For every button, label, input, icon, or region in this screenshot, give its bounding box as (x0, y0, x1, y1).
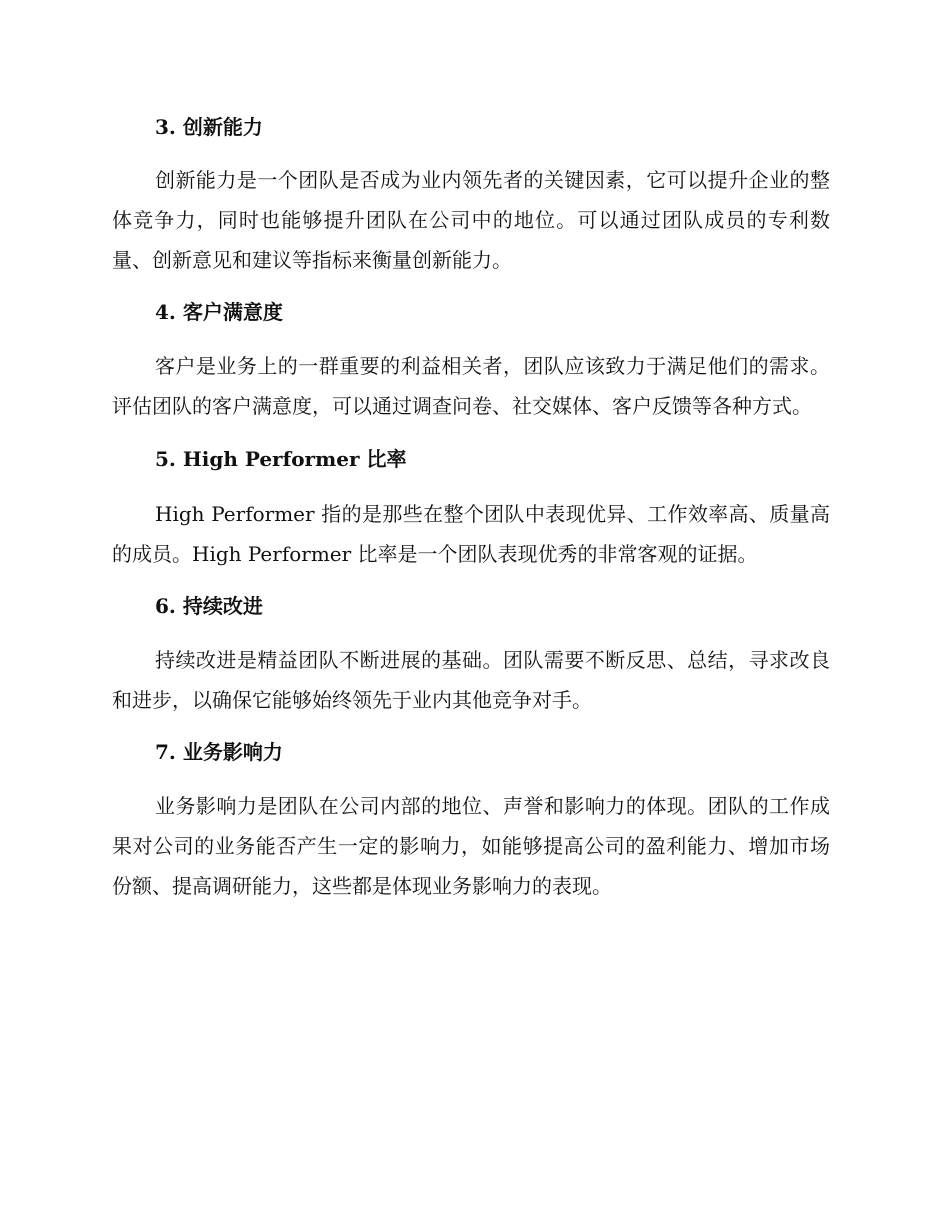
section-body-business-impact: 业务影响力是团队在公司内部的地位、声誉和影响力的体现。团队的工作成果对公司的业务能否产生一定的影响力，如能够提高公司的盈利能力、增加市场份额、提高调研能力，这些都是体现业务影响力的表现。 (112, 794, 830, 898)
section-body-high-performer-ratio: High Performer 指的是那些在整个团队中表现优异、工作效率高、质量高的成员。High Performer 比率是一个团队表现优秀的非常客观的证据。 (112, 502, 830, 566)
section-heading-customer-satisfaction: 4. 客户满意度 (155, 300, 283, 324)
section-body-continuous-improvement: 持续改进是精益团队不断进展的基础。团队需要不断反思、总结，寻求改良和进步，以确保它能够始终领先于业内其他竞争对手。 (112, 648, 830, 712)
section-body-innovation: 创新能力是一个团队是否成为业内领先者的关键因素，它可以提升企业的整体竞争力，同时也能够提升团队在公司中的地位。可以通过团队成员的专利数量、创新意见和建议等指标来衡量创新能力。 (112, 168, 830, 272)
section-heading-high-performer-ratio: 5. High Performer 比率 (155, 447, 407, 471)
document-content (112, 106, 830, 906)
section-body-customer-satisfaction: 客户是业务上的一群重要的利益相关者，团队应该致力于满足他们的需求。评估团队的客户满意度，可以通过调查问卷、社交媒体、客户反馈等各种方式。 (112, 354, 830, 418)
section-heading-continuous-improvement: 6. 持续改进 (155, 594, 263, 618)
section-heading-business-impact: 7. 业务影响力 (155, 740, 283, 764)
section-heading-innovation: 3. 创新能力 (155, 115, 263, 139)
